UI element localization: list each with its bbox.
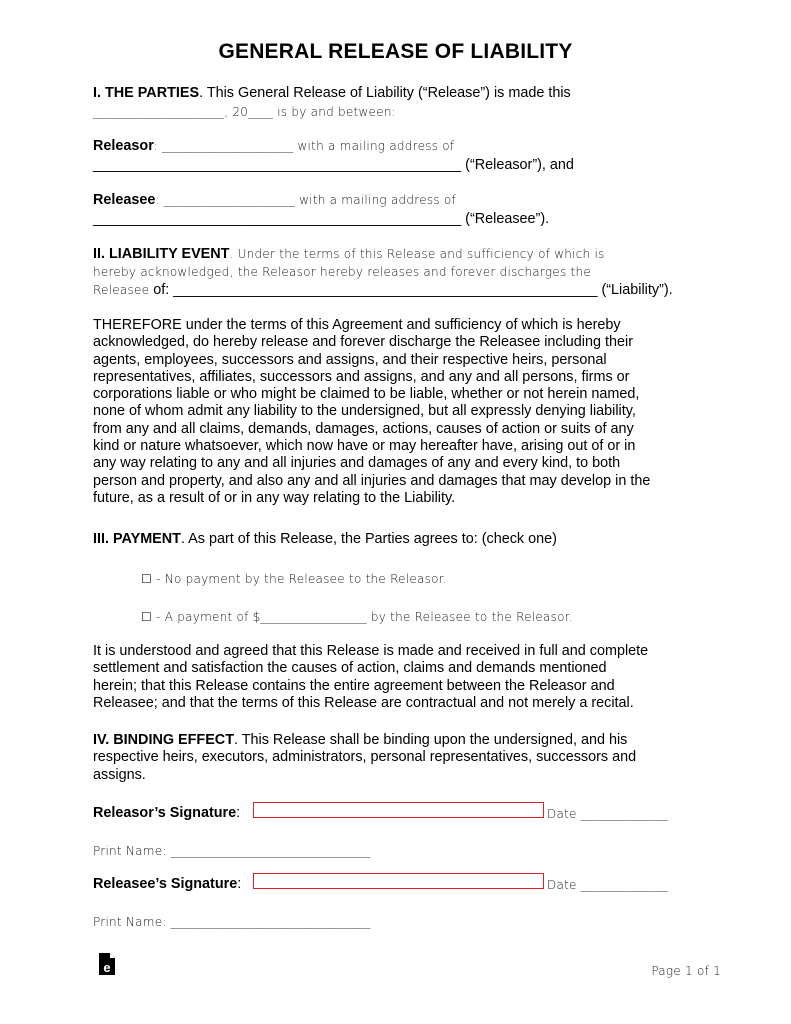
releasee-name-blank[interactable]: : _____________________ with a mailing address of (155, 193, 456, 207)
binding-line-1 (93, 732, 705, 749)
therefore-line: from any and all claims, demands, damages, actions, causes of action or suits of any (93, 420, 634, 437)
liability-line-3 (93, 281, 673, 299)
binding-text-1: . This Release shall be binding upon the undersigned, and his (234, 732, 628, 748)
therefore-line: THEREFORE under the terms of this Agreement and sufficiency of which is hereby (93, 317, 621, 333)
understood-line: It is understood and agreed that this Release is made and received in full and complete (93, 643, 649, 659)
releasor-signature-row (93, 804, 240, 822)
therefore-line: kind or nature whatsoever, which now have or may hereafter have, arising out of or in (93, 438, 636, 455)
releasee-print-name-field[interactable]: Print Name: ________________________________ (93, 915, 371, 929)
releasee-signature-field[interactable]: _______________________________ (253, 873, 544, 889)
payment-line (93, 530, 557, 548)
therefore-paragraph (93, 317, 705, 507)
signature-colon: : (236, 805, 241, 821)
understood-line: settlement and satisfaction the causes of action, claims and demands mentioned (93, 660, 607, 677)
understood-line: Releasee; and that the terms of this Release are contractual and not merely a recital. (93, 694, 634, 711)
payment-option-none[interactable]: ☐ - No payment by the Releasee to the Releasor. (141, 572, 447, 586)
therefore-line: corporations liable or who might be claimed to be liable, whether or not herein named, (93, 386, 640, 403)
therefore-line: acknowledged, do hereby release and forever discharge the Releasee including their (93, 334, 633, 351)
payment-heading: III. PAYMENT (93, 531, 181, 547)
releasee-address-blank[interactable]: ______________________________________________ (93, 211, 462, 227)
releasee-signature-row (93, 875, 241, 893)
releasor-label: Releasor (93, 138, 154, 154)
liability-blank[interactable]: _____________________________________________________ (173, 282, 598, 298)
logo-letter: e (103, 960, 111, 975)
parties-line (93, 84, 571, 102)
therefore-line: future, as a result of or in any way relating to the Liability. (93, 489, 456, 506)
releasee-line-1 (93, 191, 456, 209)
liability-releasee-word: Releasee (93, 283, 150, 297)
releasee-date-field[interactable]: Date ______________ (547, 878, 669, 892)
releasor-line-2 (93, 156, 574, 174)
therefore-line: agents, employees, successors and assigns, and their respective heirs, personal (93, 351, 607, 368)
binding-line-2: respective heirs, executors, administrators, personal representatives, successors and (93, 749, 637, 766)
understood-paragraph (93, 643, 705, 712)
therefore-line: representatives, affiliates, successors and assigns, and any and all persons, firms or (93, 368, 630, 385)
liability-line-2: hereby acknowledged, the Releasor hereby releases and forever discharges the (93, 265, 591, 279)
understood-line: herein; that this Release contains the entire agreement between the Releasor and (93, 677, 615, 694)
releasor-suffix: (“Releasor”), and (461, 157, 574, 173)
releasor-signature-label: Releasor’s Signature (93, 805, 237, 821)
therefore-line: none of whom admit any liability to the undersigned, but all expressly denying liability, (93, 403, 636, 420)
liability-suffix: (“Liability”). (597, 282, 673, 298)
releasor-line-1 (93, 137, 454, 155)
liability-line-1 (93, 245, 605, 263)
releasor-print-name-field[interactable]: Print Name: ________________________________ (93, 844, 371, 858)
document-title: GENERAL RELEASE OF LIABILITY (218, 40, 573, 63)
releasee-label: Releasee (93, 192, 156, 208)
releasee-suffix: (“Releasee”). (461, 211, 550, 227)
liability-of: of: (149, 282, 174, 298)
parties-text: . This General Release of Liability (“Release”) is made this (199, 85, 571, 101)
parties-heading: I. THE PARTIES (93, 85, 200, 101)
page-number: Page 1 of 1 (651, 964, 721, 978)
binding-heading: IV. BINDING EFFECT (93, 732, 234, 748)
therefore-line: any way relating to any and all injuries and damages of any and every kind, to both (93, 455, 621, 472)
releasee-signature-label: Releasee’s Signature (93, 876, 238, 892)
eforms-logo-icon (96, 952, 118, 976)
releasor-name-blank[interactable]: : _____________________ with a mailing address of (153, 139, 455, 153)
signature-colon: : (237, 876, 242, 892)
binding-paragraph (93, 732, 705, 784)
releasee-line-2 (93, 210, 549, 228)
liability-text-1: . Under the terms of this Release and sufficiency of which is (229, 247, 605, 261)
liability-heading: II. LIABILITY EVENT (93, 246, 230, 262)
payment-option-amount[interactable]: ☐ - A payment of $_________________ by the Releasee to the Releasor. (141, 610, 573, 624)
parties-date-line: _____________________, 20____ is by and between: (93, 105, 396, 119)
therefore-line: person and property, and also any and all injuries and damages that may develop in the (93, 472, 651, 489)
releasor-date-field[interactable]: Date ______________ (547, 807, 669, 821)
payment-text: . As part of this Release, the Parties agrees to: (check one) (180, 531, 557, 547)
releasor-address-blank[interactable]: ______________________________________________ (93, 157, 462, 173)
binding-line-3: assigns. (93, 766, 146, 783)
releasor-signature-field[interactable]: _______________________________ (253, 802, 544, 818)
